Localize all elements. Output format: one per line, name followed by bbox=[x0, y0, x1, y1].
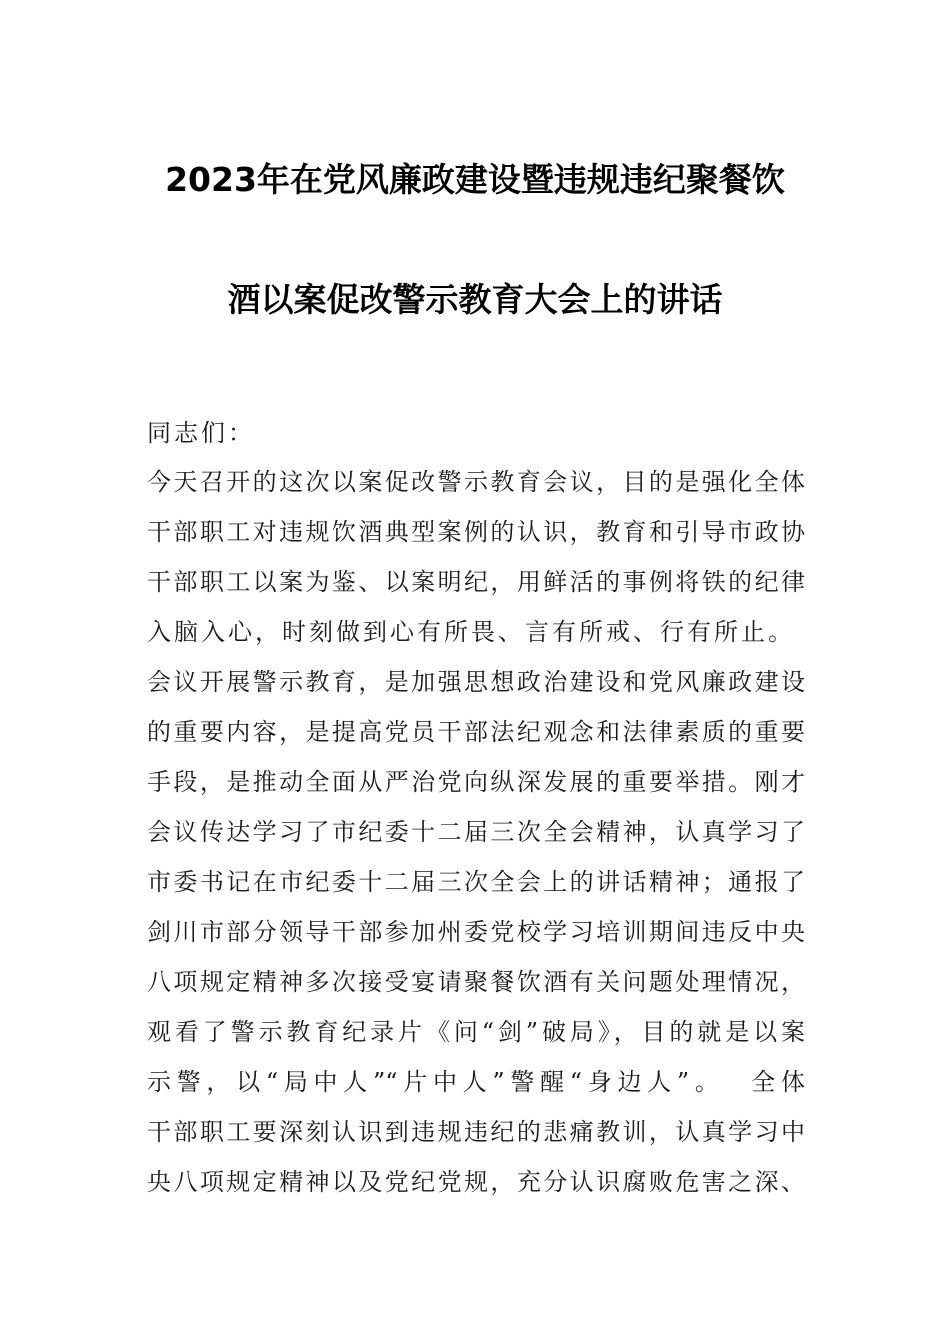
body-line: 市委书记在市纪委十二届三次全会上的讲话精神；通报了 bbox=[147, 868, 805, 896]
body-line: 观看了警示教育纪录片《问“剑”破局》，目的就是以案 bbox=[147, 1018, 805, 1046]
body-line: 手段，是推动全面从严治党向纵深发展的重要举措。刚才 bbox=[147, 768, 805, 796]
body-line: 剑川市部分领导干部参加州委党校学习培训期间违反中央 bbox=[147, 918, 805, 946]
title-line-2: 酒以案促改警示教育大会上的讲话 bbox=[227, 280, 723, 319]
body-line: 会议传达学习了市纪委十二届三次全会精神，认真学习了 bbox=[147, 818, 805, 846]
title-line-1: 2023年在党风廉政建设暨违规违纪聚餐饮 bbox=[165, 160, 785, 199]
body-line: 央八项规定精神以及党纪党规，充分认识腐败危害之深、 bbox=[147, 1168, 805, 1196]
body-line: 干部职工对违规饮酒典型案例的认识，教育和引导市政协 bbox=[147, 518, 805, 546]
body-line: 的重要内容，是提高党员干部法纪观念和法律素质的重要 bbox=[147, 718, 805, 746]
salutation: 同志们： bbox=[147, 419, 255, 447]
body-line: 干部职工以案为鉴、以案明纪，用鲜活的事例将铁的纪律 bbox=[147, 568, 805, 596]
body-line: 入脑入心，时刻做到心有所畏、言有所戒、行有所止。 bbox=[147, 618, 795, 646]
body-line: 会议开展警示教育，是加强思想政治建设和党风廉政建设 bbox=[147, 668, 805, 696]
body-line: 干部职工要深刻认识到违规违纪的悲痛教训，认真学习中 bbox=[147, 1118, 805, 1146]
body-line: 今天召开的这次以案促改警示教育会议，目的是强化全体 bbox=[147, 468, 805, 496]
body-line: 示警，以“局中人”“片中人”警醒“身边人”。 全体 bbox=[147, 1068, 805, 1096]
body-line: 八项规定精神多次接受宴请聚餐饮酒有关问题处理情况， bbox=[147, 968, 805, 996]
